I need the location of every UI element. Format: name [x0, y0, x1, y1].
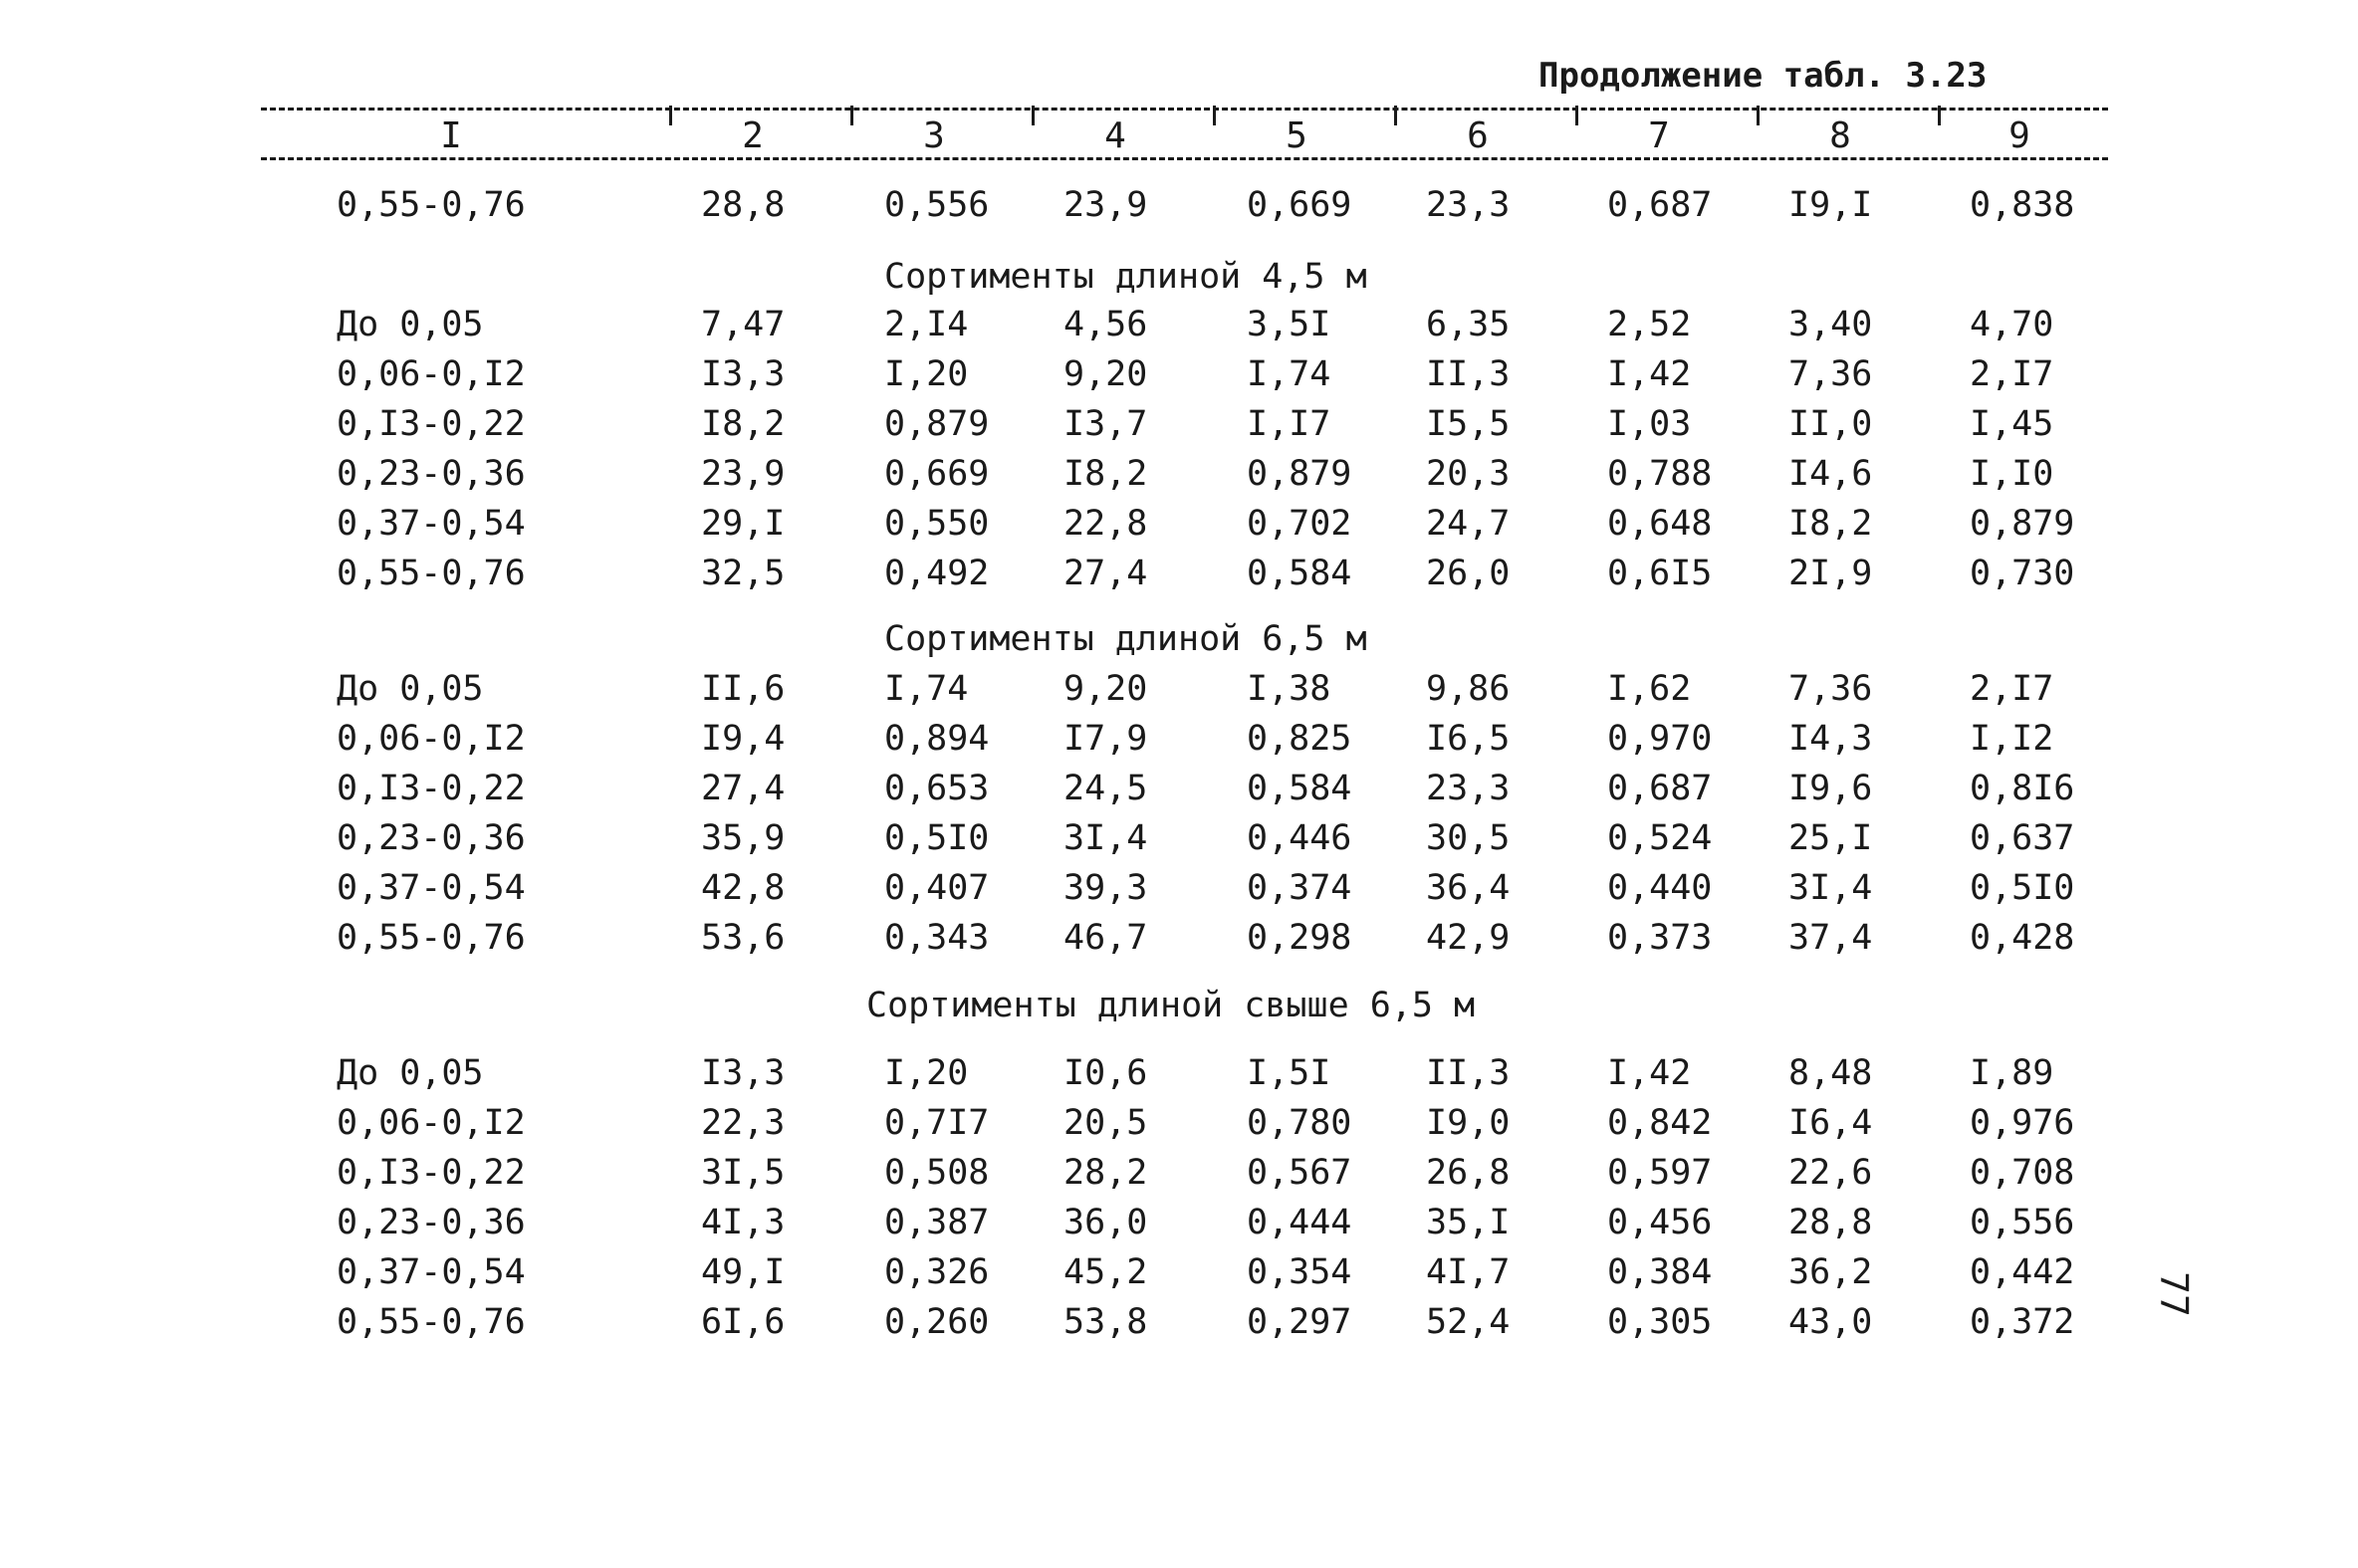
table-cell: 4,56	[1063, 305, 1148, 344]
table-cell: 24,5	[1063, 769, 1148, 808]
table-cell: 23,9	[1063, 185, 1148, 225]
column-header: 3	[923, 115, 945, 156]
table-cell: 0,556	[1970, 1203, 2075, 1242]
table-cell: 3,5I	[1247, 305, 1331, 344]
table-cell: 0,550	[884, 504, 990, 544]
table-cell: 53,8	[1063, 1302, 1148, 1342]
table-cell: 37,4	[1788, 918, 1873, 958]
table-cell: 2I,9	[1788, 554, 1873, 593]
table-cell: 3,40	[1788, 305, 1873, 344]
table-cell: I9,6	[1788, 769, 1873, 808]
table-row	[0, 185, 2358, 233]
table-cell: 4I,7	[1426, 1252, 1511, 1292]
table-cell: 53,6	[701, 918, 786, 958]
table-cell: 0,584	[1247, 554, 1352, 593]
table-cell: I,89	[1970, 1053, 2054, 1093]
table-cell: 0,55-0,76	[337, 185, 526, 225]
table-cell: 0,06-0,I2	[337, 1103, 526, 1143]
table-cell: 52,4	[1426, 1302, 1511, 1342]
table-row	[0, 1053, 2358, 1101]
table-cell: 7,36	[1788, 669, 1873, 709]
column-header: 4	[1104, 115, 1126, 156]
table-cell: 0,702	[1247, 504, 1352, 544]
table-cell: 42,9	[1426, 918, 1511, 958]
table-cell: 0,372	[1970, 1302, 2075, 1342]
table-cell: 36,0	[1063, 1203, 1148, 1242]
table-cell: 35,9	[701, 818, 786, 858]
table-cell: 0,06-0,I2	[337, 354, 526, 394]
table-cell: 2,I7	[1970, 669, 2054, 709]
table-row	[0, 1103, 2358, 1151]
table-cell: I,42	[1607, 1053, 1692, 1093]
table-cell: 0,879	[1247, 454, 1352, 494]
table-cell: I5,5	[1426, 404, 1511, 444]
table-row	[0, 504, 2358, 552]
table-cell: 0,37-0,54	[337, 504, 526, 544]
table-cell: 0,446	[1247, 818, 1352, 858]
section-title-text: Сортименты длиной 6,5 м	[884, 619, 1367, 659]
table-cell: 0,I3-0,22	[337, 1153, 526, 1193]
table-cell: 0,7I7	[884, 1103, 990, 1143]
table-cell: 26,0	[1426, 554, 1511, 593]
column-header: 9	[2008, 115, 2030, 156]
table-cell: 0,567	[1247, 1153, 1352, 1193]
table-cell: 30,5	[1426, 818, 1511, 858]
table-cell: 0,442	[1970, 1252, 2075, 1292]
table-cell: 0,305	[1607, 1302, 1713, 1342]
table-cell: 36,4	[1426, 868, 1511, 908]
table-cell: I4,6	[1788, 454, 1873, 494]
table-cell: II,0	[1788, 404, 1873, 444]
table-cell: 0,825	[1247, 719, 1352, 759]
table-row	[0, 918, 2358, 966]
table-cell: I,45	[1970, 404, 2054, 444]
table-cell: 3I,4	[1063, 818, 1148, 858]
table-cell: 25,I	[1788, 818, 1873, 858]
table-row	[0, 868, 2358, 916]
table-cell: I,74	[1247, 354, 1331, 394]
table-cell: 6,35	[1426, 305, 1511, 344]
table-row	[0, 354, 2358, 402]
table-cell: I6,4	[1788, 1103, 1873, 1143]
section-title-text: Сортименты длиной 4,5 м	[884, 257, 1367, 297]
table-cell: 7,47	[701, 305, 786, 344]
table-cell: I4,3	[1788, 719, 1873, 759]
table-cell: 0,879	[884, 404, 990, 444]
table-cell: 0,354	[1247, 1252, 1352, 1292]
table-cell: 0,440	[1607, 868, 1713, 908]
table-cell: 0,55-0,76	[337, 1302, 526, 1342]
table-cell: 2,I7	[1970, 354, 2054, 394]
table-cell: 0,444	[1247, 1203, 1352, 1242]
table-row	[0, 719, 2358, 767]
table-cell: 0,8I6	[1970, 769, 2075, 808]
table-cell: II,3	[1426, 354, 1511, 394]
table-row	[0, 818, 2358, 866]
table-continuation-label: Продолжение табл. 3.23	[1538, 56, 1988, 96]
column-header: 2	[742, 115, 764, 156]
table-cell: 8,48	[1788, 1053, 1873, 1093]
table-cell: 0,5I0	[884, 818, 990, 858]
table-cell: 0,842	[1607, 1103, 1713, 1143]
table-cell: I,I2	[1970, 719, 2054, 759]
table-cell: 23,3	[1426, 769, 1511, 808]
column-header: I	[440, 115, 462, 156]
table-row	[0, 454, 2358, 502]
table-cell: 0,556	[884, 185, 990, 225]
table-cell: 49,I	[701, 1252, 786, 1292]
table-cell: 0,524	[1607, 818, 1713, 858]
table-cell: 23,3	[1426, 185, 1511, 225]
table-row	[0, 1302, 2358, 1350]
table-row	[0, 305, 2358, 352]
table-cell: II,3	[1426, 1053, 1511, 1093]
table-cell: 3I,5	[701, 1153, 786, 1193]
table-cell: 24,7	[1426, 504, 1511, 544]
table-cell: 0,387	[884, 1203, 990, 1242]
table-cell: I9,0	[1426, 1103, 1511, 1143]
column-header: 8	[1829, 115, 1851, 156]
table-cell: I3,7	[1063, 404, 1148, 444]
table-cell: 0,687	[1607, 769, 1713, 808]
section-title-text: Сортименты длиной свыше 6,5 м	[866, 986, 1476, 1025]
table-row	[0, 669, 2358, 717]
table-cell: I8,2	[1788, 504, 1873, 544]
table-cell: 28,2	[1063, 1153, 1148, 1193]
table-cell: 2,52	[1607, 305, 1692, 344]
table-cell: 0,407	[884, 868, 990, 908]
table-cell: I,03	[1607, 404, 1692, 444]
table-cell: I,38	[1247, 669, 1331, 709]
table-cell: I3,3	[701, 354, 786, 394]
table-cell: 0,297	[1247, 1302, 1352, 1342]
table-cell: 0,879	[1970, 504, 2075, 544]
table-cell: 0,648	[1607, 504, 1713, 544]
table-cell: 4I,3	[701, 1203, 786, 1242]
table-cell: 0,37-0,54	[337, 868, 526, 908]
table-row	[0, 554, 2358, 601]
table-cell: 0,5I0	[1970, 868, 2075, 908]
table-cell: 0,669	[884, 454, 990, 494]
table-cell: 0,I3-0,22	[337, 769, 526, 808]
header-top-rule	[261, 108, 2108, 111]
table-cell: 0,6I5	[1607, 554, 1713, 593]
table-cell: I9,4	[701, 719, 786, 759]
table-cell: I8,2	[701, 404, 786, 444]
table-cell: 0,508	[884, 1153, 990, 1193]
table-cell: I,20	[884, 1053, 969, 1093]
table-cell: 2,I4	[884, 305, 969, 344]
table-cell: 26,8	[1426, 1153, 1511, 1193]
table-cell: 42,8	[701, 868, 786, 908]
table-row	[0, 769, 2358, 816]
table-cell: I,I0	[1970, 454, 2054, 494]
table-cell: 0,492	[884, 554, 990, 593]
table-cell: 0,343	[884, 918, 990, 958]
column-header: 7	[1648, 115, 1670, 156]
table-cell: 0,894	[884, 719, 990, 759]
table-cell: 39,3	[1063, 868, 1148, 908]
table-cell: 0,653	[884, 769, 990, 808]
table-cell: 9,20	[1063, 354, 1148, 394]
table-cell: 0,I3-0,22	[337, 404, 526, 444]
table-cell: 0,23-0,36	[337, 454, 526, 494]
table-cell: До 0,05	[337, 305, 484, 344]
table-cell: 9,20	[1063, 669, 1148, 709]
table-cell: 0,456	[1607, 1203, 1713, 1242]
table-cell: 3I,4	[1788, 868, 1873, 908]
table-cell: До 0,05	[337, 669, 484, 709]
table-cell: 0,373	[1607, 918, 1713, 958]
table-cell: 0,730	[1970, 554, 2075, 593]
table-cell: 23,9	[701, 454, 786, 494]
table-cell: 0,584	[1247, 769, 1352, 808]
table-cell: 0,788	[1607, 454, 1713, 494]
table-cell: 0,637	[1970, 818, 2075, 858]
table-cell: 0,55-0,76	[337, 554, 526, 593]
table-cell: I9,I	[1788, 185, 1873, 225]
table-cell: 0,384	[1607, 1252, 1713, 1292]
table-cell: 9,86	[1426, 669, 1511, 709]
table-cell: 0,669	[1247, 185, 1352, 225]
page-number: 77	[2151, 1271, 2196, 1317]
column-header: 5	[1286, 115, 1307, 156]
table-cell: 35,I	[1426, 1203, 1511, 1242]
table-cell: 46,7	[1063, 918, 1148, 958]
table-cell: 27,4	[1063, 554, 1148, 593]
table-cell: 0,976	[1970, 1103, 2075, 1143]
table-cell: 28,8	[1788, 1203, 1873, 1242]
table-cell: До 0,05	[337, 1053, 484, 1093]
table-cell: 28,8	[701, 185, 786, 225]
table-cell: 22,6	[1788, 1153, 1873, 1193]
table-row	[0, 1203, 2358, 1250]
table-cell: 22,8	[1063, 504, 1148, 544]
table-cell: 45,2	[1063, 1252, 1148, 1292]
table-cell: I3,3	[701, 1053, 786, 1093]
table-cell: 0,597	[1607, 1153, 1713, 1193]
column-header: 6	[1467, 115, 1489, 156]
table-cell: 0,708	[1970, 1153, 2075, 1193]
table-cell: I,5I	[1247, 1053, 1331, 1093]
table-row	[0, 1252, 2358, 1300]
table-cell: I0,6	[1063, 1053, 1148, 1093]
table-cell: I7,9	[1063, 719, 1148, 759]
table-cell: 20,3	[1426, 454, 1511, 494]
table-cell: 20,5	[1063, 1103, 1148, 1143]
table-cell: 27,4	[701, 769, 786, 808]
table-cell: 0,23-0,36	[337, 1203, 526, 1242]
table-cell: II,6	[701, 669, 786, 709]
table-cell: 0,23-0,36	[337, 818, 526, 858]
table-cell: 6I,6	[701, 1302, 786, 1342]
table-cell: I,74	[884, 669, 969, 709]
table-cell: 7,36	[1788, 354, 1873, 394]
table-cell: 36,2	[1788, 1252, 1873, 1292]
table-cell: 0,838	[1970, 185, 2075, 225]
table-cell: 43,0	[1788, 1302, 1873, 1342]
table-cell: I,62	[1607, 669, 1692, 709]
table-cell: 0,298	[1247, 918, 1352, 958]
table-cell: I,I7	[1247, 404, 1331, 444]
table-row	[0, 1153, 2358, 1201]
table-cell: 0,260	[884, 1302, 990, 1342]
table-cell: 4,70	[1970, 305, 2054, 344]
table-cell: 0,55-0,76	[337, 918, 526, 958]
table-cell: 0,37-0,54	[337, 1252, 526, 1292]
table-cell: 22,3	[701, 1103, 786, 1143]
table-cell: 29,I	[701, 504, 786, 544]
table-cell: I,42	[1607, 354, 1692, 394]
table-cell: I8,2	[1063, 454, 1148, 494]
table-cell: 0,780	[1247, 1103, 1352, 1143]
table-cell: 0,374	[1247, 868, 1352, 908]
table-row	[0, 404, 2358, 452]
table-cell: 0,326	[884, 1252, 990, 1292]
table-header-row	[0, 115, 2358, 159]
table-cell: 0,428	[1970, 918, 2075, 958]
table-cell: I,20	[884, 354, 969, 394]
table-cell: 0,970	[1607, 719, 1713, 759]
table-cell: I6,5	[1426, 719, 1511, 759]
table-cell: 0,06-0,I2	[337, 719, 526, 759]
table-cell: 0,687	[1607, 185, 1713, 225]
table-cell: 32,5	[701, 554, 786, 593]
